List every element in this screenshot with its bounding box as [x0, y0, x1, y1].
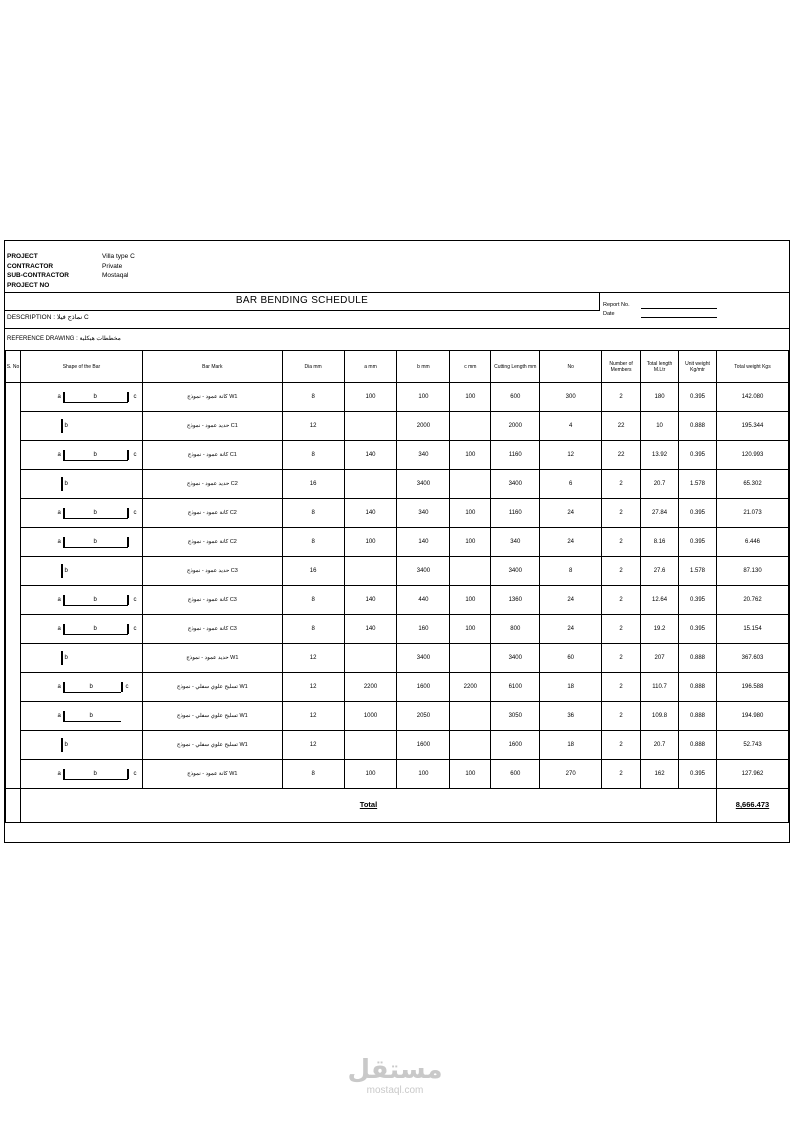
b-cell: 1600	[397, 731, 450, 760]
table-row	[6, 528, 789, 557]
a-cell: 140	[344, 499, 397, 528]
shape-label-b: b	[93, 452, 97, 458]
bar-mark-cell: C3 كانة عمود - نموذج	[142, 586, 282, 615]
total-value: 8,666.473	[735, 800, 770, 809]
project-value: Villa type C	[102, 253, 135, 260]
shape-label-c: c	[133, 771, 137, 777]
shape-label-b: b	[64, 742, 68, 748]
bar-mark-cell: C2 كانة عمود - نموذج	[142, 499, 282, 528]
dia-cell: 16	[282, 557, 344, 586]
bar-mark-cell: W1 كانة عمود - نموذج	[142, 383, 282, 412]
members-cell: 22	[602, 441, 641, 470]
report-no-label: Report No.	[603, 302, 630, 308]
dia-cell: 8	[282, 383, 344, 412]
total-length-cell: 180	[641, 383, 679, 412]
header-members: Number of Members	[602, 351, 641, 383]
report-box	[599, 292, 789, 328]
shape-cell	[20, 673, 142, 702]
bar-mark-cell: W1 حديد عمود - نموذج	[142, 644, 282, 673]
no-cell: 18	[540, 731, 602, 760]
cutting-length-cell: 600	[491, 383, 540, 412]
b-cell: 1600	[397, 673, 450, 702]
bar-shape-diagram	[21, 676, 141, 698]
bar-shape-diagram	[21, 531, 141, 553]
shape-label-a: a	[57, 539, 61, 545]
sno-cell	[6, 528, 21, 557]
table-row	[6, 383, 789, 412]
no-cell: 18	[540, 673, 602, 702]
dia-cell: 8	[282, 499, 344, 528]
total-weight-cell: 195.344	[716, 412, 788, 441]
bar-mark-cell: W1 كانة عمود - نموذج	[142, 760, 282, 789]
shape-cell	[20, 557, 142, 586]
shape-label-b: b	[93, 394, 97, 400]
header-sno: S. No	[6, 351, 21, 383]
bar-shape-diagram	[21, 502, 141, 524]
members-cell: 2	[602, 673, 641, 702]
shape-cell	[20, 383, 142, 412]
shape-label-b: b	[93, 510, 97, 516]
report-no-rule	[641, 308, 717, 309]
cutting-length-cell: 1600	[491, 731, 540, 760]
contractor-row	[7, 262, 122, 272]
cutting-length-cell: 600	[491, 760, 540, 789]
bar-mark-cell: C2 كانة عمود - نموذج	[142, 528, 282, 557]
reference-text: REFERENCE DRAWING : مخططات هيكلية	[7, 336, 121, 342]
total-label-cell	[20, 789, 716, 823]
bar-shape-diagram	[21, 734, 141, 756]
sno-cell	[6, 412, 21, 441]
no-cell: 300	[540, 383, 602, 412]
shape-cell	[20, 644, 142, 673]
bar-mark-cell: C3 كانة عمود - نموذج	[142, 615, 282, 644]
a-cell: 140	[344, 615, 397, 644]
shape-label-b: b	[93, 626, 97, 632]
total-weight-cell: 367.603	[716, 644, 788, 673]
total-row	[6, 789, 789, 823]
unit-weight-cell: 0.395	[679, 499, 717, 528]
bar-shape-diagram	[21, 444, 141, 466]
bar-shape-diagram	[21, 589, 141, 611]
shape-label-c: c	[133, 394, 137, 400]
shape-cell	[20, 441, 142, 470]
no-cell: 60	[540, 644, 602, 673]
header-no: No	[540, 351, 602, 383]
c-cell: 2200	[450, 673, 491, 702]
a-cell: 140	[344, 586, 397, 615]
c-cell: 100	[450, 499, 491, 528]
c-cell: 100	[450, 528, 491, 557]
members-cell: 2	[602, 470, 641, 499]
unit-weight-cell: 0.888	[679, 644, 717, 673]
shape-label-a: a	[57, 713, 61, 719]
project-no-row	[7, 281, 102, 291]
project-label: PROJECT	[7, 253, 38, 260]
project-row	[7, 252, 135, 262]
members-cell: 2	[602, 644, 641, 673]
bar-shape-diagram	[21, 647, 141, 669]
total-length-cell: 10	[641, 412, 679, 441]
members-cell: 2	[602, 499, 641, 528]
shape-cell	[20, 760, 142, 789]
unit-weight-cell: 0.888	[679, 412, 717, 441]
a-cell: 100	[344, 528, 397, 557]
unit-weight-cell: 0.395	[679, 383, 717, 412]
unit-weight-cell: 0.395	[679, 586, 717, 615]
bar-shape-diagram	[21, 386, 141, 408]
total-length-cell: 20.7	[641, 470, 679, 499]
b-cell: 3400	[397, 644, 450, 673]
a-cell: 140	[344, 441, 397, 470]
cutting-length-cell: 2000	[491, 412, 540, 441]
sno-cell	[6, 441, 21, 470]
shape-cell	[20, 470, 142, 499]
bar-shape-diagram	[21, 415, 141, 437]
total-length-cell: 27.84	[641, 499, 679, 528]
dia-cell: 12	[282, 702, 344, 731]
shape-label-b: b	[89, 713, 93, 719]
bar-shape-diagram	[21, 560, 141, 582]
total-weight-cell: 52.743	[716, 731, 788, 760]
members-cell: 22	[602, 412, 641, 441]
shape-label-b: b	[93, 539, 97, 545]
cutting-length-cell: 1160	[491, 499, 540, 528]
cutting-length-cell: 3400	[491, 557, 540, 586]
dia-cell: 8	[282, 586, 344, 615]
total-length-cell: 110.7	[641, 673, 679, 702]
unit-weight-cell: 0.395	[679, 528, 717, 557]
date-label: Date	[603, 311, 615, 317]
c-cell: 100	[450, 615, 491, 644]
a-cell	[344, 557, 397, 586]
total-weight-cell: 21.073	[716, 499, 788, 528]
unit-weight-cell: 0.395	[679, 441, 717, 470]
table-row	[6, 441, 789, 470]
a-cell	[344, 644, 397, 673]
total-length-cell: 13.92	[641, 441, 679, 470]
total-length-cell: 8.16	[641, 528, 679, 557]
watermark	[340, 1055, 450, 1097]
b-cell: 440	[397, 586, 450, 615]
shape-cell	[20, 731, 142, 760]
total-weight-cell: 194.980	[716, 702, 788, 731]
shape-label-c: c	[133, 452, 137, 458]
unit-weight-cell: 0.888	[679, 673, 717, 702]
a-cell: 1000	[344, 702, 397, 731]
shape-cell	[20, 615, 142, 644]
sno-cell	[6, 470, 21, 499]
bar-shape-diagram	[21, 705, 141, 727]
total-value-cell	[716, 789, 788, 823]
shape-label-b: b	[64, 423, 68, 429]
c-cell	[450, 470, 491, 499]
members-cell: 2	[602, 528, 641, 557]
dia-cell: 8	[282, 528, 344, 557]
header-mark: Bar Mark	[142, 351, 282, 383]
table-row	[6, 557, 789, 586]
unit-weight-cell: 0.395	[679, 760, 717, 789]
page-title: BAR BENDING SCHEDULE	[5, 292, 600, 311]
sno-cell	[6, 702, 21, 731]
contractor-value: Private	[102, 262, 123, 270]
no-cell: 24	[540, 586, 602, 615]
sno-cell	[6, 644, 21, 673]
watermark-arabic: مستقل	[347, 1055, 443, 1085]
total-weight-cell: 65.302	[716, 470, 788, 499]
dia-cell: 8	[282, 441, 344, 470]
total-weight-cell: 120.993	[716, 441, 788, 470]
total-length-cell: 207	[641, 644, 679, 673]
b-cell: 340	[397, 499, 450, 528]
header-dia: Dia mm	[282, 351, 344, 383]
total-weight-cell: 20.762	[716, 586, 788, 615]
header-a: a mm	[344, 351, 397, 383]
b-cell: 140	[397, 528, 450, 557]
shape-cell	[20, 412, 142, 441]
table-row	[6, 673, 789, 702]
sno-cell	[6, 673, 21, 702]
unit-weight-cell: 0.888	[679, 702, 717, 731]
b-cell: 2050	[397, 702, 450, 731]
table-row	[6, 644, 789, 673]
dia-cell: 16	[282, 470, 344, 499]
shape-label-c: c	[133, 626, 137, 632]
watermark-latin: mostaql.com	[366, 1085, 424, 1096]
shape-label-a: a	[57, 394, 61, 400]
cutting-length-cell: 3050	[491, 702, 540, 731]
bar-shape-diagram	[21, 763, 141, 785]
b-cell: 3400	[397, 470, 450, 499]
shape-label-c: c	[125, 684, 129, 690]
total-weight-cell: 87.130	[716, 557, 788, 586]
cutting-length-cell: 800	[491, 615, 540, 644]
table-row	[6, 499, 789, 528]
total-weight-cell: 15.154	[716, 615, 788, 644]
dia-cell: 12	[282, 731, 344, 760]
b-cell: 340	[397, 441, 450, 470]
no-cell: 4	[540, 412, 602, 441]
header-unit-weight: Unit weight Kg/mtr	[679, 351, 717, 383]
bar-mark-cell: C1 حديد عمود - نموذج	[142, 412, 282, 441]
no-cell: 24	[540, 615, 602, 644]
c-cell	[450, 412, 491, 441]
c-cell	[450, 557, 491, 586]
total-length-cell: 12.64	[641, 586, 679, 615]
subcontractor-row	[7, 271, 128, 281]
members-cell: 2	[602, 557, 641, 586]
sno-cell	[6, 731, 21, 760]
sno-cell	[6, 499, 21, 528]
no-cell: 36	[540, 702, 602, 731]
total-length-cell: 20.7	[641, 731, 679, 760]
table-row	[6, 760, 789, 789]
description: DESCRIPTION : نماذج فيلا C	[7, 314, 89, 321]
cutting-length-cell: 340	[491, 528, 540, 557]
shape-label-b: b	[64, 655, 68, 661]
c-cell	[450, 702, 491, 731]
date-rule	[641, 317, 717, 318]
shape-cell	[20, 586, 142, 615]
shape-label-b: b	[93, 771, 97, 777]
no-cell: 270	[540, 760, 602, 789]
bar-mark-cell: C2 حديد عمود - نموذج	[142, 470, 282, 499]
sno-cell	[6, 586, 21, 615]
total-weight-cell: 127.962	[716, 760, 788, 789]
unit-weight-cell: 0.395	[679, 615, 717, 644]
no-cell: 12	[540, 441, 602, 470]
members-cell: 2	[602, 615, 641, 644]
members-cell: 2	[602, 731, 641, 760]
c-cell	[450, 644, 491, 673]
bar-shape-diagram	[21, 473, 141, 495]
a-cell	[344, 470, 397, 499]
shape-cell	[20, 499, 142, 528]
total-length-cell: 109.8	[641, 702, 679, 731]
bar-mark-cell: W1 تسليح علوي سفلي - نموذج	[142, 731, 282, 760]
title-bar	[5, 292, 789, 329]
a-cell	[344, 731, 397, 760]
table-header	[6, 351, 789, 383]
shape-cell	[20, 528, 142, 557]
bar-mark-cell: C3 حديد عمود - نموذج	[142, 557, 282, 586]
shape-label-a: a	[57, 510, 61, 516]
b-cell: 2000	[397, 412, 450, 441]
a-cell: 100	[344, 760, 397, 789]
total-length-cell: 19.2	[641, 615, 679, 644]
cutting-length-cell: 3400	[491, 470, 540, 499]
cutting-length-cell: 1360	[491, 586, 540, 615]
c-cell: 100	[450, 586, 491, 615]
total-label: Total	[359, 800, 378, 809]
cutting-length-cell: 6100	[491, 673, 540, 702]
members-cell: 2	[602, 586, 641, 615]
cutting-length-cell: 1160	[491, 441, 540, 470]
project-info	[5, 241, 789, 293]
shape-cell	[20, 702, 142, 731]
bar-bending-schedule-sheet	[4, 240, 790, 843]
table-row	[6, 702, 789, 731]
b-cell: 100	[397, 760, 450, 789]
c-cell	[450, 731, 491, 760]
c-cell: 100	[450, 441, 491, 470]
dia-cell: 12	[282, 412, 344, 441]
table-row	[6, 615, 789, 644]
members-cell: 2	[602, 383, 641, 412]
dia-cell: 8	[282, 760, 344, 789]
c-cell: 100	[450, 383, 491, 412]
bar-mark-cell: W1 تسليح علوي سفلي - نموذج	[142, 673, 282, 702]
sno-cell	[6, 789, 21, 823]
shape-label-b: b	[64, 481, 68, 487]
dia-cell: 8	[282, 615, 344, 644]
subcontractor-value: Mostaqal	[102, 272, 129, 279]
members-cell: 2	[602, 702, 641, 731]
subcontractor-label: SUB-CONTRACTOR	[7, 272, 69, 279]
table-row	[6, 470, 789, 499]
total-length-cell: 27.6	[641, 557, 679, 586]
unit-weight-cell: 0.888	[679, 731, 717, 760]
bar-shape-diagram	[21, 618, 141, 640]
shape-label-b: b	[89, 684, 93, 690]
members-cell: 2	[602, 760, 641, 789]
project-no-label: PROJECT NO	[7, 281, 50, 289]
shape-label-a: a	[57, 684, 61, 690]
b-cell: 100	[397, 383, 450, 412]
b-cell: 3400	[397, 557, 450, 586]
a-cell	[344, 412, 397, 441]
reference-drawing	[5, 328, 789, 351]
schedule-table	[5, 350, 789, 823]
no-cell: 8	[540, 557, 602, 586]
no-cell: 24	[540, 499, 602, 528]
a-cell: 2200	[344, 673, 397, 702]
cutting-length-cell: 3400	[491, 644, 540, 673]
sno-cell	[6, 760, 21, 789]
table-row	[6, 731, 789, 760]
header-total-length: Total length M.Ltr	[641, 351, 679, 383]
c-cell: 100	[450, 760, 491, 789]
shape-label-b: b	[64, 568, 68, 574]
shape-label-c: c	[133, 510, 137, 516]
sno-cell	[6, 557, 21, 586]
header-c: c mm	[450, 351, 491, 383]
total-weight-cell: 196.588	[716, 673, 788, 702]
dia-cell: 12	[282, 673, 344, 702]
bar-mark-cell: C1 كانة عمود - نموذج	[142, 441, 282, 470]
b-cell: 160	[397, 615, 450, 644]
shape-label-a: a	[57, 452, 61, 458]
unit-weight-cell: 1.578	[679, 557, 717, 586]
unit-weight-cell: 1.578	[679, 470, 717, 499]
sno-cell	[6, 383, 21, 412]
header-cutting: Cutting Length mm	[491, 351, 540, 383]
no-cell: 6	[540, 470, 602, 499]
table-row	[6, 586, 789, 615]
bar-mark-cell: W1 تسليح علوي سفلي - نموذج	[142, 702, 282, 731]
contractor-label: CONTRACTOR	[7, 262, 54, 270]
shape-label-c: c	[133, 597, 137, 603]
table-row	[6, 412, 789, 441]
header-b: b mm	[397, 351, 450, 383]
total-weight-cell: 142.080	[716, 383, 788, 412]
total-length-cell: 162	[641, 760, 679, 789]
shape-label-b: b	[93, 597, 97, 603]
dia-cell: 12	[282, 644, 344, 673]
sno-cell	[6, 615, 21, 644]
header-total-weight: Total weight Kgs	[716, 351, 788, 383]
no-cell: 24	[540, 528, 602, 557]
shape-label-a: a	[57, 771, 61, 777]
total-weight-cell: 6.446	[716, 528, 788, 557]
a-cell: 100	[344, 383, 397, 412]
header-shape: Shape of the Bar	[20, 351, 142, 383]
shape-label-a: a	[57, 597, 61, 603]
shape-label-a: a	[57, 626, 61, 632]
